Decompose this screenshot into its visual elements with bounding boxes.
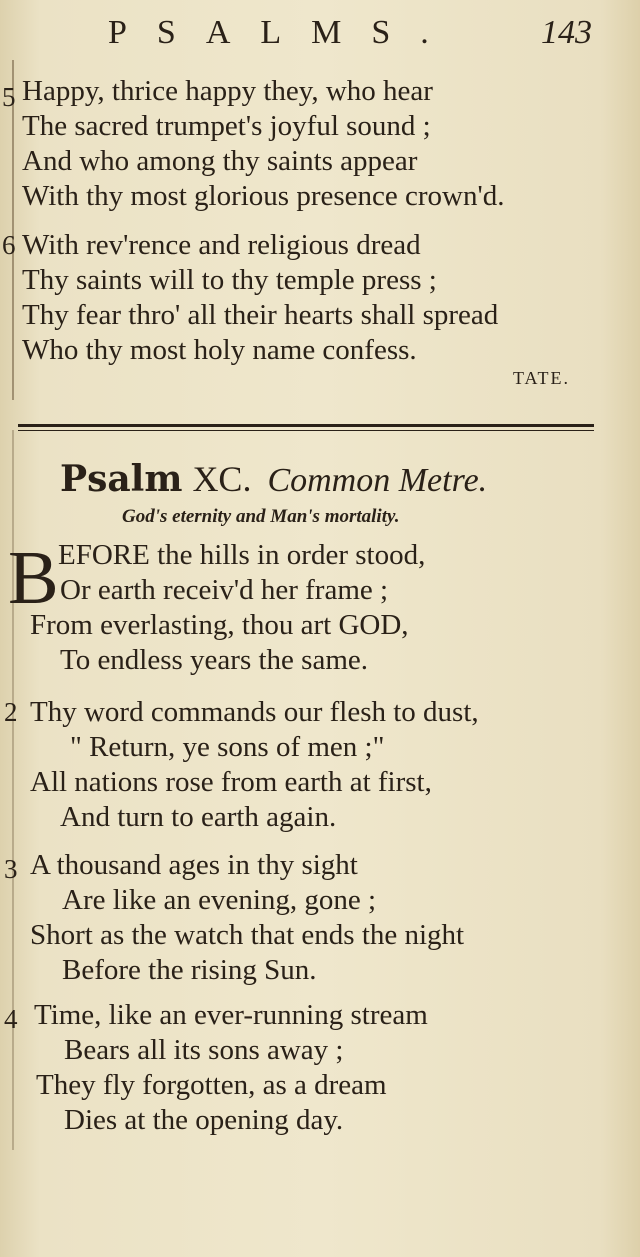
- drop-cap: B: [8, 536, 59, 620]
- psalm-number: XC.: [192, 459, 252, 499]
- psalm-metre: Common Metre.: [267, 462, 488, 499]
- verse-line: From everlasting, thou art GOD,: [30, 609, 409, 641]
- verse-line: Who thy most holy name confess.: [22, 334, 417, 366]
- verse-number: 6: [2, 230, 16, 260]
- verse-line: And who among thy saints appear: [22, 145, 418, 177]
- verse-line: The sacred trumpet's joyful sound ;: [22, 110, 431, 142]
- verse-line: Thy fear thro' all their hearts shall spread: [22, 299, 499, 331]
- verse-number: 4: [4, 1004, 18, 1034]
- verse-line: EFORE the hills in order stood,: [58, 539, 426, 571]
- verse-number: 2: [4, 697, 18, 727]
- author-attribution: TATE.: [512, 368, 570, 388]
- verse-line: They fly forgotten, as a dream: [36, 1069, 387, 1101]
- section-rule-thick: [18, 424, 594, 427]
- running-title: PSALMS.: [108, 14, 459, 51]
- section-rule-thin: [18, 430, 594, 431]
- verse-line: Happy, thrice happy they, who hear: [22, 75, 433, 107]
- verse-number: 3: [4, 854, 18, 884]
- verse-line: With thy most glorious presence crown'd.: [22, 180, 505, 212]
- psalm-label: Psalm: [60, 458, 183, 500]
- verse-line: Or earth receiv'd her frame ;: [60, 574, 389, 606]
- verse-line: " Return, ye sons of men ;": [70, 731, 385, 763]
- verse-line: Are like an evening, gone ;: [62, 884, 377, 916]
- verse-line: Thy word commands our flesh to dust,: [30, 696, 479, 728]
- verse-line: Bears all its sons away ;: [64, 1034, 344, 1066]
- psalm-heading: [60, 458, 487, 500]
- verse-line: With rev'rence and religious dread: [22, 229, 421, 261]
- verse-line: Thy saints will to thy temple press ;: [22, 264, 437, 296]
- page-number: 143: [541, 14, 592, 51]
- verse-line: Dies at the opening day.: [64, 1104, 344, 1136]
- verse-line: A thousand ages in thy sight: [30, 849, 358, 881]
- verse-number: 5: [2, 82, 16, 112]
- verse-line: And turn to earth again.: [60, 801, 337, 833]
- psalm-subtitle: God's eternity and Man's mortality.: [122, 506, 400, 527]
- running-header: [0, 10, 640, 54]
- verse-line: Before the rising Sun.: [62, 954, 317, 986]
- verse-line: All nations rose from earth at first,: [30, 766, 432, 798]
- verse-line: To endless years the same.: [60, 644, 369, 676]
- verse-line: Short as the watch that ends the night: [30, 919, 465, 951]
- verse-line: Time, like an ever-running stream: [34, 999, 428, 1031]
